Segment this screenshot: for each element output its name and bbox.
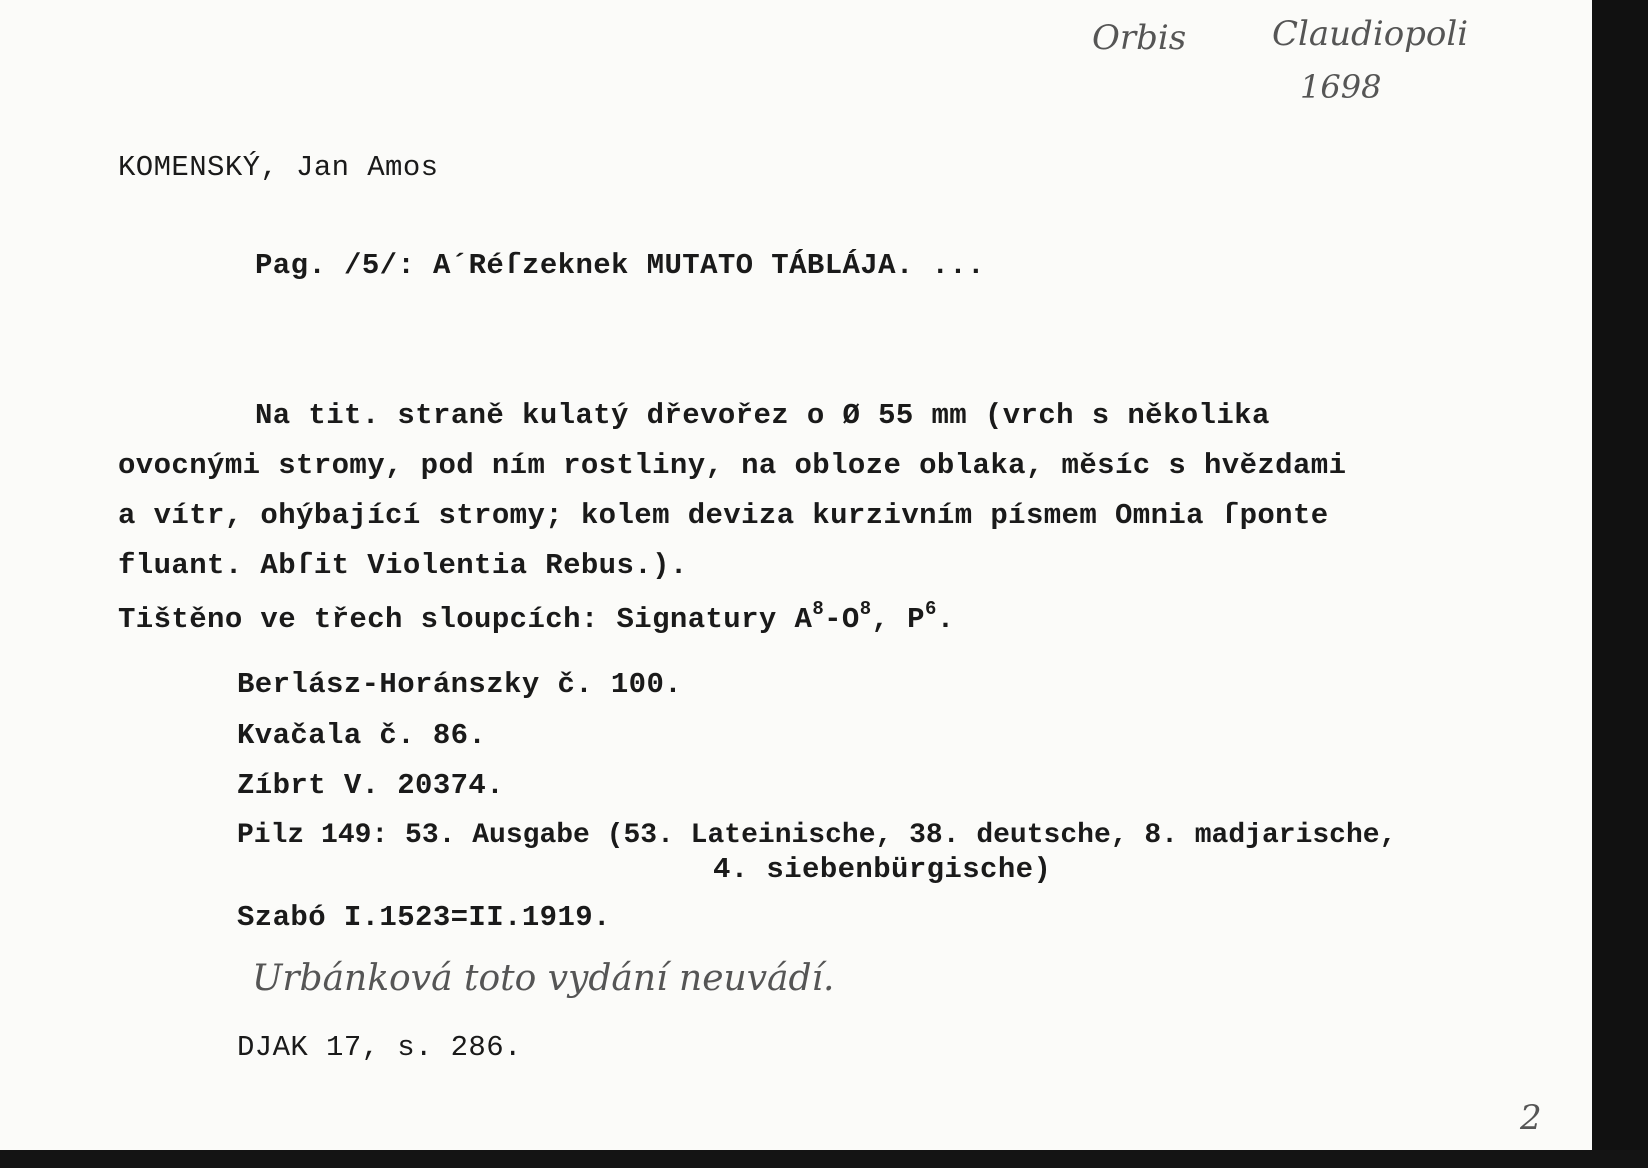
- page-reference: Pag. /5/: A´Réſzeknek MUTATO TÁBLÁJA. ...: [255, 249, 985, 282]
- description-line-1: Na tit. straně kulatý dřevořez o Ø 55 mm (vrch s několika: [255, 399, 1270, 432]
- printing-text: Tištěno ve třech sloupcích: Signatury A: [118, 603, 813, 636]
- card-number: 2: [1520, 1098, 1542, 1138]
- handwritten-year: 1698: [1300, 68, 1382, 106]
- reference-pilz-line-1: Pilz 149: 53. Ausgabe (53. Lateinische, 38. deutsche, 8. madjarische,: [237, 820, 1397, 851]
- printing-line: [118, 598, 955, 638]
- reference-kvacala: Kvačala č. 86.: [237, 719, 487, 752]
- description-line-4: fluant. Abſit Violentia Rebus.).: [118, 549, 688, 582]
- reference-zibrt: Zíbrt V. 20374.: [237, 769, 505, 802]
- printing-sup-3: 6: [924, 598, 937, 620]
- author-heading: KOMENSKÝ, Jan Amos: [118, 151, 439, 184]
- reference-berlasz: Berlász-Horánszky č. 100.: [237, 668, 683, 701]
- printing-sup-1: 8: [812, 598, 825, 620]
- description-line-3: a vítr, ohýbající stromy; kolem deviza kurzivním písmem Omnia ſponte: [118, 499, 1329, 532]
- handwritten-place: Claudiopoli: [1272, 14, 1469, 54]
- scan-edge-bottom: [0, 1150, 1648, 1168]
- reference-szabo: Szabó I.1523=II.1919.: [237, 901, 611, 934]
- description-line-2: ovocnými stromy, pod ním rostliny, na obloze oblaka, měsíc s hvězdami: [118, 449, 1347, 482]
- printing-mid: -O: [824, 603, 860, 636]
- scan-edge-right: [1592, 0, 1648, 1168]
- printing-sup-2: 8: [859, 598, 872, 620]
- handwritten-note: Urbánková toto vydání neuvádí.: [252, 958, 835, 999]
- printing-suffix: .: [936, 603, 955, 636]
- printing-mid-2: , P: [871, 603, 925, 636]
- reference-pilz-line-2: 4. siebenbürgische): [713, 853, 1052, 886]
- handwritten-title: Orbis: [1092, 18, 1187, 58]
- reference-djak: DJAK 17, s. 286.: [237, 1031, 522, 1064]
